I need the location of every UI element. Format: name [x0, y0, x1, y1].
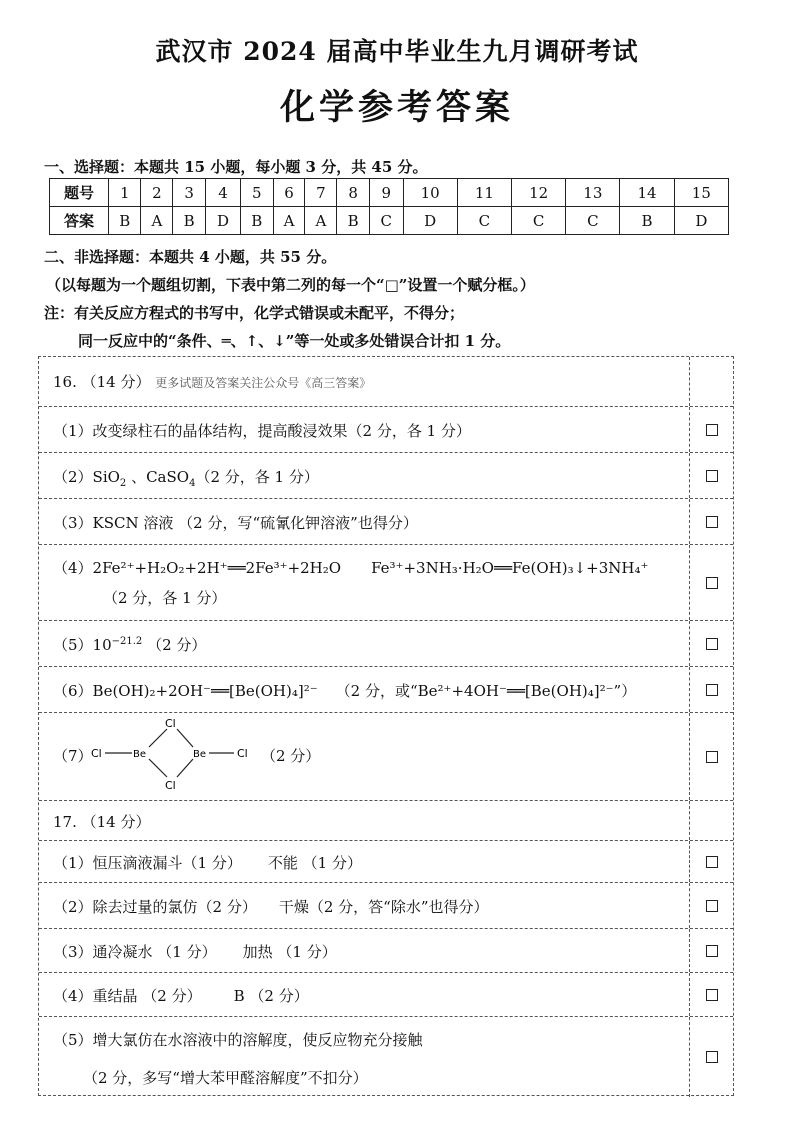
score-checkbox[interactable]: [706, 470, 718, 482]
table-cell: 11: [457, 179, 511, 207]
atom-label: Cl: [91, 747, 102, 760]
q16-part2: [53, 466, 673, 487]
table-cell: 5: [241, 179, 273, 207]
score-checkbox[interactable]: [706, 856, 718, 868]
table-cell: D: [674, 207, 728, 235]
grading-note-2: 同一反应中的“条件、═、↑、↓”等一处或多处错误合计扣 1 分。: [78, 332, 511, 350]
table-cell: 6: [273, 179, 305, 207]
split-note: （以每题为一个题组切割，下表中第二列的每一个“□”设置一个赋分框。）: [46, 276, 535, 294]
table-cell: 2: [141, 179, 173, 207]
answer-b: B （2 分）: [233, 987, 309, 1005]
atom-label: Cl: [237, 747, 248, 760]
q16-part5-text: （5）10: [53, 636, 112, 654]
table-cell: A: [141, 207, 173, 235]
scoring-box: [38, 356, 734, 1096]
q16-part4-points: （2 分，各 1 分）: [103, 589, 227, 607]
section1-heading: 一、选择题：本题共 15 小题，每小题 3 分，共 45 分。: [44, 158, 428, 176]
table-cell: 4: [205, 179, 240, 207]
answer-a: （3）通冷凝水 （1 分）: [53, 943, 217, 961]
table-cell: 7: [305, 179, 337, 207]
q16-part7-label: （7）: [53, 747, 93, 765]
q16-part3-row: [39, 499, 733, 545]
table-cell: B: [337, 207, 369, 235]
table-cell: A: [305, 207, 337, 235]
table-cell: 8: [337, 179, 369, 207]
row-label: 题号: [50, 179, 109, 207]
table-cell: B: [620, 207, 674, 235]
atom-label: Be: [133, 749, 147, 760]
q16-header-row: [39, 357, 733, 407]
equation-2: Fe³⁺+3NH₃·H₂O══Fe(OH)₃↓+3NH₄⁺: [371, 559, 649, 577]
q17-part4: [53, 985, 673, 1006]
q17-heading: 17. （14 分）: [53, 813, 151, 831]
answer-a: （2）除去过量的氯仿（2 分）: [53, 898, 257, 916]
table-cell: B: [173, 207, 205, 235]
row-label: 答案: [50, 207, 109, 235]
q17-header-row: [39, 801, 733, 841]
q17-part3-row: [39, 929, 733, 973]
table-cell: A: [273, 207, 305, 235]
q17-part1: [53, 852, 673, 873]
table-cell: 12: [512, 179, 566, 207]
exam-title: 武汉市 2024 届高中毕业生九月调研考试: [155, 37, 639, 66]
score-checkbox[interactable]: [706, 989, 718, 1001]
table-cell: B: [109, 207, 141, 235]
part-label: （4）: [53, 559, 93, 577]
q16-part6-points: （2 分，或“Be²⁺+4OH⁻══[Be(OH)₄]²⁻”）: [335, 682, 637, 700]
q16-part2-text: 、CaSO: [126, 468, 190, 486]
q17-part5-line1: （5）增大氯仿在水溶液中的溶解度，使反应物充分接触: [53, 1031, 423, 1049]
answer-b: 干燥（2 分，答“除水”也得分）: [278, 898, 489, 916]
q17-part4-row: [39, 973, 733, 1017]
answer-b: 不能 （1 分）: [267, 854, 362, 872]
bond-line: [149, 729, 167, 747]
table-cell: B: [241, 207, 273, 235]
table-cell: C: [512, 207, 566, 235]
q16-heading: 16. （14 分）: [53, 373, 151, 391]
q17-part2: [53, 896, 673, 917]
answer-table: [49, 178, 729, 235]
table-cell: C: [369, 207, 403, 235]
atom-label: Cl: [165, 717, 176, 730]
score-checkbox[interactable]: [706, 516, 718, 528]
section2-heading: 二、非选择题：本题共 4 小题，共 55 分。: [44, 248, 337, 266]
table-cell: 9: [369, 179, 403, 207]
score-checkbox[interactable]: [706, 577, 718, 589]
atom-label: Cl: [165, 779, 176, 792]
q16-part7-points: （2 分）: [261, 747, 321, 765]
table-cell: 3: [173, 179, 205, 207]
table-cell: 10: [403, 179, 457, 207]
q16-part5: [53, 634, 673, 655]
table-cell: C: [566, 207, 620, 235]
q16-part3: （3）KSCN 溶液 （2 分，写“硫氰化钾溶液”也得分）: [53, 514, 418, 532]
bond-line: [177, 729, 193, 747]
table-cell: D: [205, 207, 240, 235]
answer-a: （4）重结晶 （2 分）: [53, 987, 202, 1005]
bond-line: [177, 759, 193, 777]
table-cell: D: [403, 207, 457, 235]
q17-part5-line2: （2 分，多写“增大苯甲醛溶解度”不扣分）: [83, 1069, 368, 1087]
q16-part2-text: （2）SiO: [53, 468, 120, 486]
score-checkbox[interactable]: [706, 900, 718, 912]
q16-part2-row: [39, 453, 733, 499]
atom-label: Be: [193, 749, 207, 760]
answer-a: （1）恒压滴液漏斗（1 分）: [53, 854, 242, 872]
q16-part4-row: [39, 545, 733, 621]
q16-part5-row: [39, 621, 733, 667]
q17-part5-row: [39, 1017, 733, 1097]
q16-part5-points: （2 分）: [142, 636, 207, 654]
be2cl4-structure-diagram: [39, 713, 289, 801]
document-subtitle: 化学参考答案: [279, 87, 514, 128]
subscript: 2: [119, 478, 127, 489]
q16-part7-row: [39, 713, 733, 801]
table-cell: C: [457, 207, 511, 235]
superscript: −21.2: [111, 636, 143, 647]
score-checkbox[interactable]: [706, 945, 718, 957]
answer-b: 加热 （1 分）: [242, 943, 337, 961]
q16-part6-row: [39, 667, 733, 713]
q17-part3: [53, 941, 673, 962]
score-checkbox[interactable]: [706, 424, 718, 436]
q16-part1-row: [39, 407, 733, 453]
answer-row: [50, 207, 729, 235]
equation: （6）Be(OH)₂+2OH⁻══[Be(OH)₄]²⁻: [53, 682, 318, 700]
q17-part1-row: [39, 841, 733, 883]
table-cell: 15: [674, 179, 728, 207]
question-number-row: [50, 179, 729, 207]
bond-line: [149, 759, 167, 777]
table-cell: 1: [109, 179, 141, 207]
q16-promo-note: 更多试题及答案关注公众号《高三答案》: [155, 376, 372, 390]
q16-part1: （1）改变绿柱石的晶体结构，提高酸浸效果（2 分，各 1 分）: [53, 422, 471, 440]
q16-part6: [53, 680, 673, 701]
q17-part2-row: [39, 883, 733, 929]
score-checkbox[interactable]: [706, 684, 718, 696]
q16-part4: [53, 557, 673, 578]
table-cell: 14: [620, 179, 674, 207]
score-checkbox[interactable]: [706, 1051, 718, 1063]
table-cell: 13: [566, 179, 620, 207]
subscript: 4: [189, 478, 196, 489]
q16-part2-text: （2 分，各 1 分）: [195, 468, 319, 486]
score-checkbox[interactable]: [706, 638, 718, 650]
equation-1: 2Fe²⁺+H₂O₂+2H⁺══2Fe³⁺+2H₂O: [92, 559, 342, 577]
grading-note-1: 注：有关反应方程式的书写中，化学式错误或未配平，不得分；: [44, 304, 465, 322]
score-checkbox[interactable]: [706, 751, 718, 763]
